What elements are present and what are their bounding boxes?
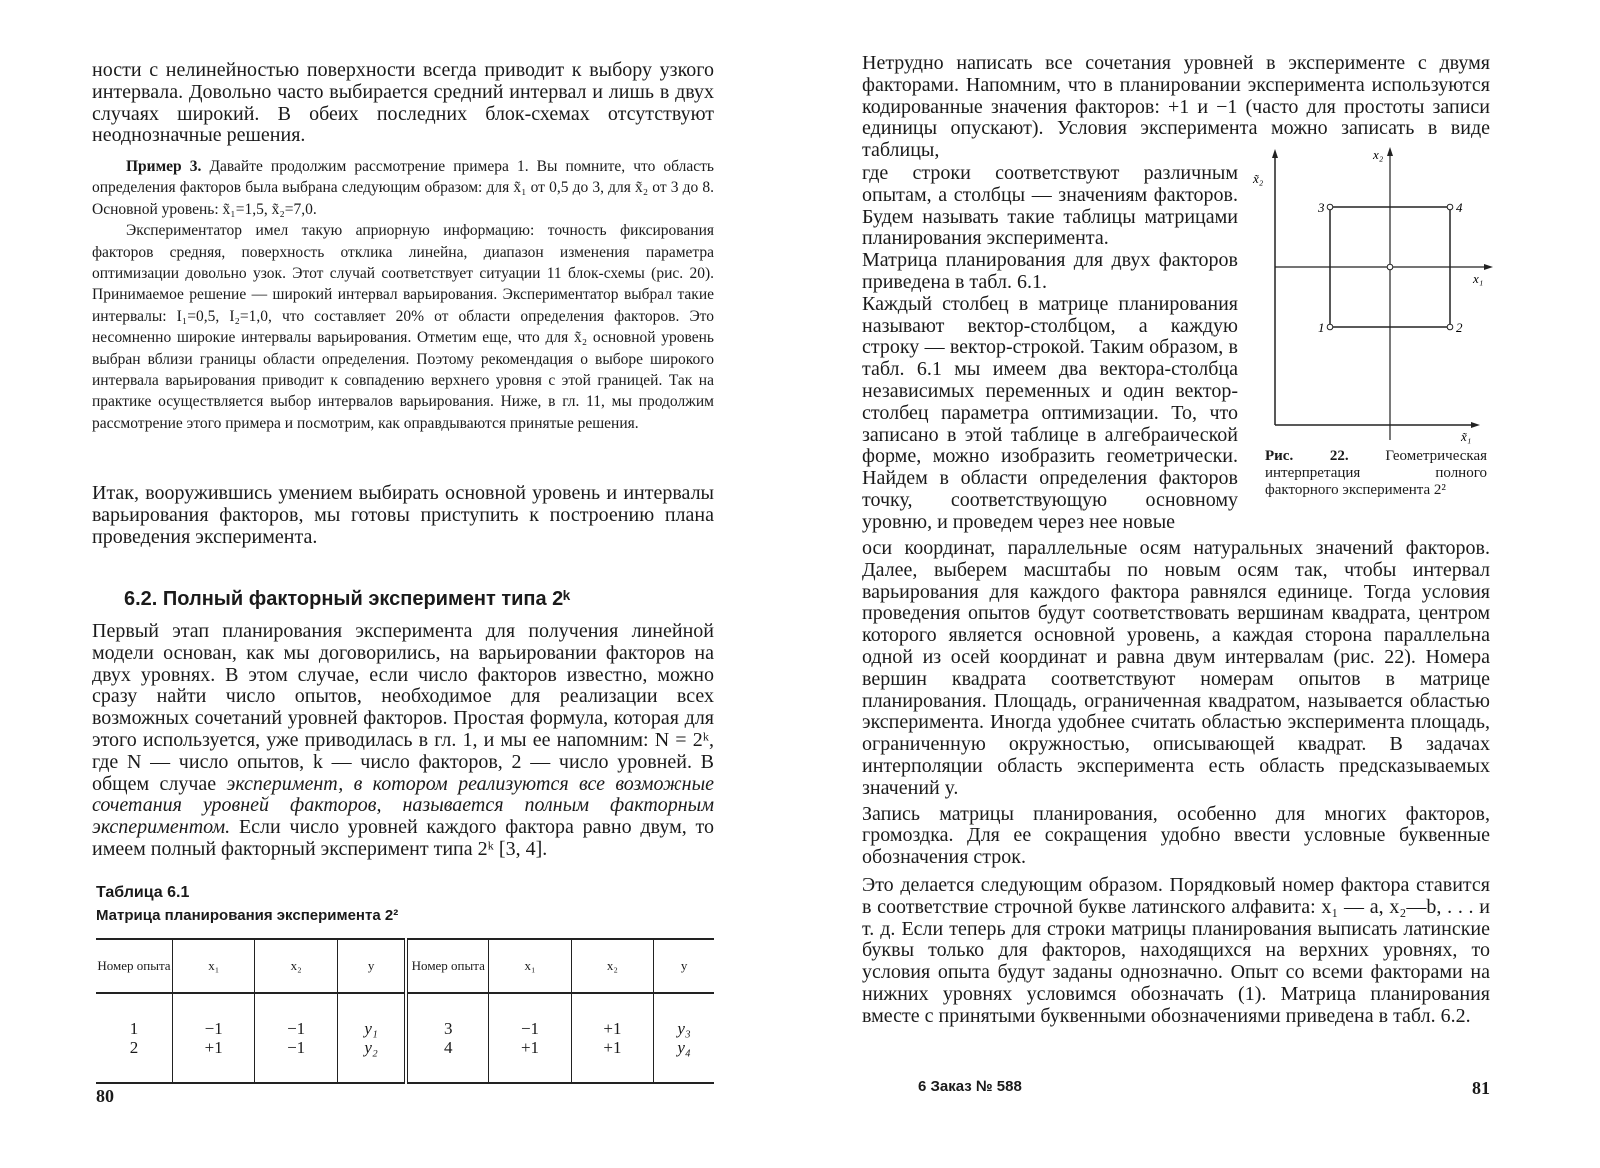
right-paragraph-full <box>862 538 1490 1028</box>
example-block <box>92 156 714 434</box>
example-label: Пример 3. <box>126 158 202 175</box>
cell-value: −1 <box>520 1019 540 1038</box>
arrow-icon <box>1272 149 1278 158</box>
factor-square-figure <box>1253 145 1495 445</box>
header-cell: x₂ <box>255 939 337 993</box>
cell-value: +1 <box>603 1019 622 1038</box>
vertex-3 <box>1327 204 1333 210</box>
vertex-4 <box>1447 204 1453 210</box>
paragraph-text: Итак, вооружившись умением выбирать основной уровень и интервалы варьирования факторов, мы готовы приступить к построению плана проведения эксперимента. <box>92 482 714 548</box>
header-cell: Номер опыта <box>97 958 171 973</box>
axis-label-x2-natural: x̃₂ <box>1253 171 1264 186</box>
vertex-label: 4 <box>1456 200 1463 215</box>
table-row <box>96 993 714 1083</box>
cell-value: −1 <box>287 1038 306 1057</box>
header-cell: x₂ <box>571 939 653 993</box>
vertex-label: 1 <box>1318 320 1325 335</box>
planning-matrix-table <box>96 938 714 1084</box>
header-cell: Номер опыта <box>406 939 489 993</box>
header-cell: y <box>337 939 406 993</box>
paragraph-text: оси координат, параллельные осям натуральных значений факторов. Далее, выберем масштабы по новым осям так, чтобы интервал варьирования для каждого фактора равнялся единице. Тогда условия проведения опытов будут соответствовать вершинам квадрата, центром которого является основной уровень, а каждая сторона параллельна одной из осей координат и равна двум интервалам (рис. 22). Номера вершин квадрата соответствуют номерам опытов в матрице планирования. Площадь, ограниченная квадратом, называется областью эксперимента. Иногда удобнее считать областью эксперимента площадь, ограниченную окружностью, описывающей квадрат. В задачах интерполяции область эксперимента есть область предсказываемых значений y. <box>862 537 1490 799</box>
header-cell: x₁ <box>173 939 255 993</box>
paragraph-text: Это делается следующим образом. Порядковый номер фактора ставится в соответствие строчной букве латинского алфавита: x₁ — a, x₂—b, . . . и т. д. Если теперь для строки матрицы планирования выписать латинские буквы только для факторов, находящихся на верхних уровнях, то условия опыта будут заданы однозначно. Опыт со всеми факторами на нижних уровнях условимся обозначать (1). Матрица планирования вместе с принятыми буквенными обозначениями приведена в табл. 6.2. <box>862 873 1490 1027</box>
example-text-1: Давайте продолжим рассмотрение примера 1. Вы помните, что область определения факторов была выбрана следующим образом: для x̃₁ от 0,5 до 3, для x̃₂ от 3 до 8. Основной уровень: x̃₁=1,5, x̃₂=7,0. <box>92 158 714 218</box>
figure-caption-label: Рис. 22. <box>1265 448 1349 464</box>
cell-value: +1 <box>603 1038 622 1057</box>
paragraph-text: Нетрудно написать все сочетания уровней в эксперименте с двумя факторами. Напомним, что в планировании эксперимента используются кодированные значения факторов: +1 и −1 (часто для простоты записи единицы опускают). Условия эксперимента можно записать в виде таблицы, <box>862 52 1490 162</box>
axis-label-x1-natural: x̃₁ <box>1461 429 1472 444</box>
axis-label-x2-coded: x₂ <box>1373 147 1384 162</box>
figure-caption-text: Геометрическая интерпретация полного факторного эксперимента 2² <box>1265 448 1488 498</box>
paragraph-text: Матрица планирования для двух факторов приведена в табл. 6.1. <box>862 249 1238 293</box>
cell-value: 3 <box>444 1019 453 1038</box>
section-heading: 6.2. Полный факторный эксперимент типа 2ᵏ <box>124 588 571 610</box>
cell-value: y₁ <box>364 1019 378 1038</box>
section-text-a: Первый этап планирования эксперимента для получения линейной модели основан, как мы договорились, на варьировании факторов на двух уровнях. В этом случае, если число факторов известно, можно сразу найти число опытов, необходимое для реализации всех возможных сочетаний уровней факторов. Простая формула, которая для этого используется, уже приводилась в гл. 1, и мы ее напомним: N = 2ᵏ, где N — число опытов, k — число факторов, 2 — число уровней. В общем случае <box>92 620 714 795</box>
printing-signature: 6 Заказ № 588 <box>918 1078 1022 1095</box>
y-cell <box>654 993 714 1083</box>
right-narrow-column <box>862 163 1238 534</box>
cell-value: y₂ <box>364 1038 378 1057</box>
left-paragraph-top <box>92 60 714 147</box>
vertex-1 <box>1327 324 1333 330</box>
vertex-label: 2 <box>1456 320 1463 335</box>
left-paragraph-conclusion <box>92 483 714 548</box>
x2-cell <box>571 993 653 1083</box>
cell-value: y₃ <box>677 1019 691 1038</box>
definition-italic: эксперимент, в котором реализуются все возможные сочетания уровней факторов, называется полным факторным экспериментом. <box>92 772 714 839</box>
table-caption: Таблица 6.1 <box>96 884 190 901</box>
cell-value: −1 <box>204 1019 223 1038</box>
cell-value: +1 <box>204 1038 223 1057</box>
page-number-left: 80 <box>96 1086 114 1106</box>
header-cell: x₁ <box>489 939 571 993</box>
y-cell <box>337 993 406 1083</box>
paragraph-text: Каждый столбец в матрице планирования называют вектор-столбцом, а каждую строку — вектор-строкой. Таким образом, в табл. 6.1 мы имеем два вектора-столбца независимых переменных и один вектор-столбец параметра оптимизации. То, что записано в этой таблице в алгебраической форме, можно изобразить геометрически. Найдем в области определения факторов точку, соответствующую основному уровню, и проведем через нее новые <box>862 292 1238 533</box>
cell-value: 4 <box>444 1038 453 1057</box>
run-number-cell <box>406 993 489 1083</box>
center-point <box>1387 264 1393 270</box>
paragraph-text: где строки соответствуют различным опытам, а столбцы — значениям факторов. Будем называть такие таблицы матрицами планирования эксперимента. <box>862 162 1238 250</box>
section-paragraph-text <box>92 621 714 861</box>
example-paragraph-1 <box>92 156 714 220</box>
arrow-icon <box>1387 147 1393 156</box>
example-paragraph-2: Экспериментатор имел такую априорную информацию: точность фиксирования факторов средняя, поверхность отклика линейна, диапазон изменения параметра оптимизации довольно узок. Этот случай соответствует ситуации 11 блок-схемы (рис. 20). Принимаемое решение — широкий интервал варьирования. Экспериментатор выбрал такие интервалы: I₁=0,5, I₂=1,0, что составляет 20% от области определения факторов. Это несомненно широкие интервалы варьирования. Отметим еще, что для x̃₂ основной уровень выбран вблизи границы области определения. Поэтому рекомендация о выборе широкого интервала варьирования приводит к совпадению верхнего уровня с этой границей. Так на практике осуществляется выбор интервалов варьирования. Ниже, в гл. 11, мы продолжим рассмотрение этого примера и посмотрим, как оправдываются принятые решения. <box>92 222 714 432</box>
cell-value: 1 <box>129 1019 139 1038</box>
figure-caption <box>1265 448 1487 499</box>
section-text-b: Если число уровней каждого фактора равно двум, то имеем полный факторный эксперимент типа 2ᵏ [3, 4]. <box>92 816 714 860</box>
x1-cell <box>173 993 255 1083</box>
cell-value: +1 <box>520 1038 540 1057</box>
header-cell: y <box>654 939 714 993</box>
arrow-icon <box>1471 422 1480 428</box>
table-subcaption: Матрица планирования эксперимента 2² <box>96 907 399 924</box>
cell-value: 2 <box>129 1038 139 1057</box>
section-paragraph <box>92 621 714 861</box>
cell-value: y₄ <box>677 1038 691 1057</box>
table-header-row <box>96 939 714 993</box>
vertex-label: 3 <box>1318 200 1325 215</box>
x1-cell <box>489 993 571 1083</box>
paragraph-text: ности с нелинейностью поверхности всегда приводит к выбору узкого интервала. Довольно часто выбирается средний интервал и лишь в двух случаях широкий. В обеих последних блок-схемах отсутствуют неоднозначные решения. <box>92 59 714 147</box>
run-number-cell <box>96 993 173 1083</box>
page-number-right: 81 <box>1472 1078 1490 1098</box>
paragraph-text: Запись матрицы планирования, особенно для многих факторов, громоздка. Для ее сокращения удобно ввести условные буквенные обозначения строк. <box>862 802 1490 869</box>
x2-cell <box>255 993 337 1083</box>
arrow-icon <box>1484 264 1493 270</box>
vertex-2 <box>1447 324 1453 330</box>
axis-label-x1-coded: x₁ <box>1473 271 1484 286</box>
cell-value: −1 <box>287 1019 306 1038</box>
